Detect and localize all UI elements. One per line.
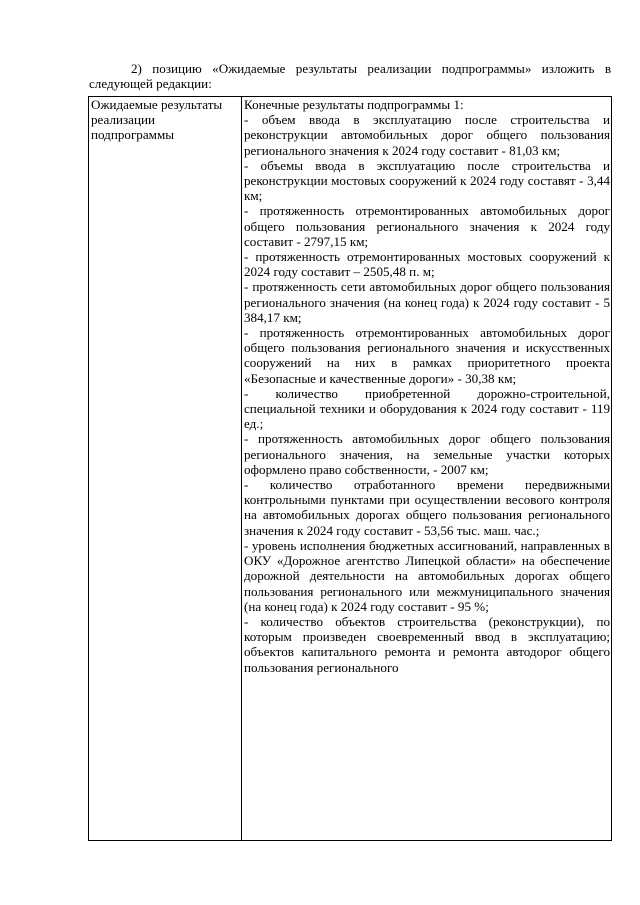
content-cell [242, 97, 612, 841]
result-item: - количество отработанного времени передвижными контрольными пунктами при осуществлении весового контроля на автомобильных дорогах общего пользования регионального значения к 2024 году составит - 53,56 тыс. маш. час.; [244, 477, 610, 538]
result-item: - уровень исполнения бюджетных ассигнований, направленных в ОКУ «Дорожное агентство Липецкой области» на обеспечение дорожной деятельности на автомобильных дорогах общего пользования регионального или межмуниципального значения (на конец года) к 2024 году составит - 95 %; [244, 537, 610, 614]
result-item: - протяженность отремонтированных мостовых сооружений к 2024 году составит – 2505,48 п. м; [244, 249, 610, 280]
intro-paragraph: 2) позицию «Ожидаемые результаты реализации подпрограммы» изложить в следующей редакции: [89, 61, 611, 91]
result-item: - количество приобретенной дорожно-строительной, специальной техники и оборудования к 2024 году составит - 119 ед.; [244, 385, 610, 432]
result-item: - объем ввода в эксплуатацию после строительства и реконструкции автомобильных дорог общего пользования регионального значения к 2024 году составит - 81,03 км; [244, 112, 610, 158]
results-table [88, 96, 612, 841]
results-heading: Конечные результаты подпрограммы 1: [244, 97, 464, 112]
result-item: - протяженность отремонтированных автомобильных дорог общего пользования регионального значения к 2024 году составит - 2797,15 км; [244, 203, 610, 249]
label-cell: Ожидаемые результаты реализации подпрограммы [89, 97, 242, 841]
result-item: - протяженность сети автомобильных дорог общего пользования регионального значения (на конец года) к 2024 году составит - 5 384,17 км; [244, 279, 610, 325]
result-item: - количество объектов строительства (реконструкции), по которым произведен своевременный ввод в эксплуатацию; объектов капитального ремонта и ремонта автодорог общего пользования регионального [244, 613, 610, 675]
table-row [89, 97, 612, 841]
result-item: - протяженность отремонтированных автомобильных дорог общего пользования регионального значения и искусственных сооружений на них в рамках приоритетного проекта «Безопасные и качественные дороги» - 30,38 км; [244, 325, 610, 386]
result-item: - протяженность автомобильных дорог общего пользования регионального значения, на земельные участки которых оформлено право собственности, - 2007 км; [244, 431, 610, 477]
result-item: - объемы ввода в эксплуатацию после строительства и реконструкции мостовых сооружений к 2024 году составят - 3,44 км; [244, 157, 610, 204]
